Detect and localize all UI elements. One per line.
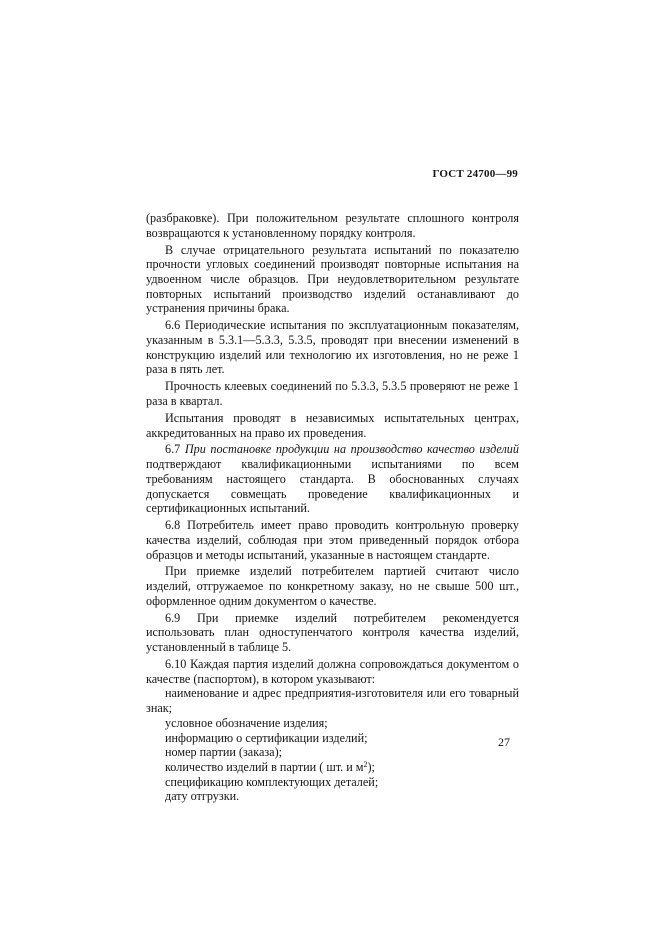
list-item: дату отгрузки. <box>165 789 240 804</box>
italic-emphasis: При постановке продукции на производство качество изделий <box>184 442 519 457</box>
list-item: информацию о сертификации изделий; <box>165 730 368 745</box>
superscript: 2 <box>363 760 368 769</box>
paragraph-6-10: 6.10 Каждая партия изделий должна сопровождаться документом о качестве (паспортом), в котором указывают: <box>146 657 519 686</box>
list-item: наименование и адрес предприятия-изготовителя или его товарный знак; <box>146 686 519 716</box>
paragraph: В случае отрицательного результата испытаний по показателю прочности угловых соединений производят повторные испытания на удвоенном числе образцов. При неудовлетворительном результате повторных испытаний производство изделий останавливают до устранения причины брака. <box>146 242 519 316</box>
paragraph: (разбраковке). При положительном результате сплошного контроля возвращаются к установленному порядку контроля. <box>146 211 519 240</box>
document-header-id: ГОСТ 24700—99 <box>432 168 518 180</box>
paragraph-6-8: 6.8 Потребитель имеет право проводить контрольную проверку качества изделий, соблюдая при этом приведенный порядок отбора образцов и методы испытаний, указанные в настоящем стандарте. <box>146 518 519 562</box>
list-item <box>146 760 519 775</box>
paragraph: Испытания проводят в независимых испытательных центрах, аккредитованных на право их проведения. <box>146 410 519 440</box>
list-item: условное обозначение изделия; <box>165 715 328 730</box>
list-item-text: количество изделий в партии ( шт. и м <box>165 760 364 774</box>
clause-number: 6.7 <box>165 442 181 457</box>
list-item: спецификацию комплектующих деталей; <box>165 774 379 789</box>
list-item: номер партии (заказа); <box>165 745 283 760</box>
paragraph-6-9: 6.9 При приемке изделий потребителем рекомендуется использовать план одноступенчатого контроля качества изделий, установленный в таблице 5. <box>146 610 519 655</box>
paragraph-continuation: подтверждают квалификационными испытаниями по всем требованиям настоящего стандарта. В обоснованных случаях допускается совмещать проведение квалификационных и сертификационных испытаний. <box>146 457 519 516</box>
paragraph: Прочность клеевых соединений по 5.3.3, 5.3.5 проверяют не реже 1 раза в квартал. <box>146 379 519 408</box>
paragraph: При приемке изделий потребителем партией считают число изделий, отгружаемое по конкретному заказу, но не свыше 500 шт., оформленное одним документом о качестве. <box>146 564 519 608</box>
page-number: 27 <box>498 735 510 749</box>
document-body <box>146 211 519 804</box>
paragraph-6-6: 6.6 Периодические испытания по эксплуатационным показателям, указанным в 5.3.1—5.3.3, 5.3.5, проводят при внесении изменений в конструкцию изделий или технологию их изготовления, но не реже 1 раза в пять лет. <box>146 318 519 377</box>
list-item-tail: ); <box>367 760 375 774</box>
paragraph-6-7 <box>146 442 519 516</box>
